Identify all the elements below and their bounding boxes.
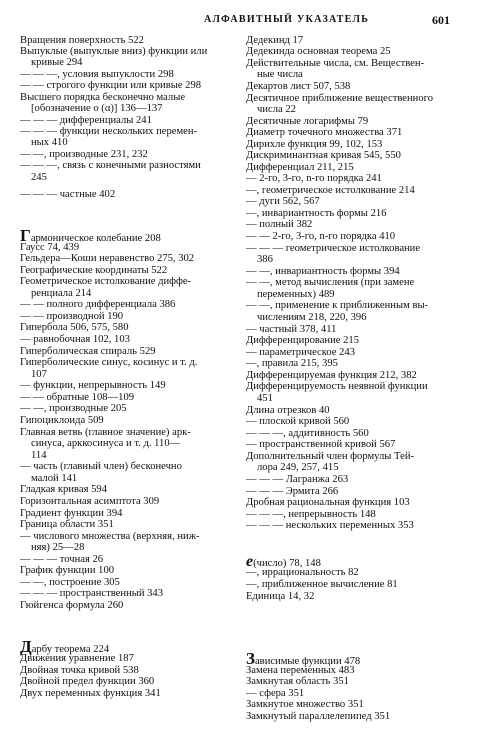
index-entry [20, 149, 148, 160]
index-entry [246, 347, 355, 358]
index-entry-text: —, иррациональность 82 [246, 567, 359, 578]
index-entry [246, 358, 338, 369]
index-entry-text: — — — частные 402 [20, 189, 116, 200]
index-entry-text: Двойная точка кривой 538 [20, 665, 139, 676]
index-entry [246, 509, 376, 520]
index-entry [246, 567, 359, 578]
index-entry-text: 114 [31, 450, 47, 461]
index-entry-text: — — —, условия выпуклости 298 [20, 69, 174, 80]
index-entry-text: — параметрическое 243 [246, 347, 356, 358]
index-entry-text: Дискриминантная кривая 545, 550 [246, 150, 401, 161]
index-entry-text: Замкнутая область 351 [246, 676, 349, 687]
index-entry-text: —, геометрическое истолкование 214 [246, 185, 415, 196]
index-entry-text: Гаусс 74, 439 [20, 242, 80, 253]
index-entry-text: Длина отрезков 40 [246, 405, 330, 416]
index-entry [20, 189, 115, 200]
index-entry [20, 80, 201, 91]
index-entry [246, 35, 303, 46]
index-entry-text: —, приближенное вычисление 81 [246, 579, 398, 590]
index-entry-text: Гипоциклоида 509 [20, 415, 104, 426]
index-entry [20, 600, 123, 611]
index-entry [20, 46, 207, 57]
index-entry [20, 265, 167, 276]
index-entry-text: — полный 382 [246, 219, 313, 230]
index-entry [31, 172, 47, 183]
index-entry [20, 160, 201, 171]
index-entry [246, 93, 433, 104]
index-entry-text: Действительные числа, см. Веществен- [246, 58, 425, 69]
index-entry-text: — — — геометрическое истолкование [246, 243, 421, 254]
index-entry [31, 438, 180, 449]
index-entry [246, 520, 414, 531]
index-entry [31, 137, 68, 148]
index-entry [20, 380, 166, 391]
index-entry-text: Дифференцируемость неявной функции [246, 381, 428, 392]
index-entry [246, 579, 398, 590]
index-entry-text: переменных) 489 [257, 289, 335, 300]
index-entry [246, 688, 304, 699]
index-entry [246, 486, 338, 497]
index-entry [20, 565, 114, 576]
index-entry [246, 416, 349, 427]
index-entry-text: 386 [257, 254, 273, 265]
index-entry [31, 288, 91, 299]
index-entry [31, 103, 162, 114]
index-entry-text: лора 249, 257, 415 [257, 462, 339, 473]
index-entry [20, 276, 191, 287]
index-entry-text: ренциала 214 [31, 288, 92, 299]
index-entry [20, 554, 103, 565]
index-entry-text: Гладкая кривая 594 [20, 484, 108, 495]
index-entry-text: Гиперболические синус, косинус и т. д. [20, 357, 198, 368]
index-entry-text: — плоской кривой 560 [246, 416, 350, 427]
index-entry-text: — дуги 562, 567 [246, 196, 320, 207]
index-entry-text: синуса, арккосинуса и т. д. 110— [31, 438, 181, 449]
index-entry [20, 688, 161, 699]
index-entry-text: Дирихле функция 99, 102, 153 [246, 139, 383, 150]
index-entry [246, 699, 364, 710]
index-entry [246, 277, 414, 288]
index-entry [257, 289, 335, 300]
index-entry-text: числа 22 [257, 104, 296, 115]
index-entry-text: числениям 218, 220, 396 [257, 312, 367, 323]
index-entry-text: Географические координаты 522 [20, 265, 168, 276]
running-head-title: АЛФАВИТНЫЙ УКАЗАТЕЛЬ [204, 14, 370, 25]
index-entry-text: —, инвариантность формы 216 [246, 208, 387, 219]
index-entry [246, 428, 369, 439]
index-entry-text: — —, производные 205 [20, 403, 127, 414]
index-entry-text: — — — Лагранжа 263 [246, 474, 349, 485]
index-entry-text: малой 141 [31, 473, 78, 484]
index-entry-text: Вращения поверхность 522 [20, 35, 144, 46]
index-entry [20, 415, 104, 426]
index-entry [20, 311, 123, 322]
index-entry [246, 451, 414, 462]
index-entry [257, 69, 303, 80]
index-entry-text: 451 [257, 393, 273, 404]
index-entry [246, 46, 391, 57]
index-entry [246, 127, 402, 138]
index-entry-text: — — — пространственный 343 [20, 588, 164, 599]
index-entry-text: Декартов лист 507, 538 [246, 81, 351, 92]
index-entry-text: — пространственной кривой 567 [246, 439, 396, 450]
section-initial-letter: e [246, 553, 254, 570]
index-entry-text: — сфера 351 [246, 688, 305, 699]
index-entry [20, 334, 130, 345]
index-entry [257, 462, 339, 473]
index-entry-text: — — — функции нескольких перемен- [20, 126, 198, 137]
index-entry [20, 357, 197, 368]
index-entry [20, 35, 144, 46]
index-entry [31, 57, 82, 68]
index-entry [20, 484, 107, 495]
index-entry-text: кривые 294 [31, 57, 83, 68]
index-entry [246, 162, 354, 173]
index-entry [257, 312, 367, 323]
index-entry-text: — частный 378, 411 [246, 324, 337, 335]
index-entry-text: Дифференциал 211, 215 [246, 162, 354, 173]
index-entry [246, 208, 386, 219]
index-entry-text: — — полного дифференциала 386 [20, 299, 176, 310]
index-entry-text: Геометрическое истолкование диффе- [20, 276, 192, 287]
index-entry [20, 299, 175, 310]
index-entry [246, 405, 330, 416]
index-entry-text: Дифференцирование 215 [246, 335, 360, 346]
index-entry-text: — равнобочная 102, 103 [20, 334, 130, 345]
index-entry-text: Горизонтальная асимптота 309 [20, 496, 160, 507]
index-entry-text: — функции, непрерывность 149 [20, 380, 166, 391]
section-initial-letter: З [246, 649, 255, 668]
index-entry [31, 542, 84, 553]
index-entry-text: — —, инвариантность формы 394 [246, 266, 400, 277]
index-entry [20, 346, 156, 357]
index-entry [246, 81, 350, 92]
index-entry-text: ных 410 [31, 137, 68, 148]
index-entry [246, 231, 395, 242]
index-entry [246, 676, 349, 687]
index-entry [246, 58, 424, 69]
index-entry [246, 474, 348, 485]
index-entry [257, 393, 273, 404]
index-entry-text: Десятичное приближение вещественного [246, 93, 434, 104]
index-entry-text: — часть (главный член) бесконечно [20, 461, 182, 472]
index-entry-text: Градиент функции 394 [20, 508, 123, 519]
index-entry-text: — — —, связь с конечными разностями [20, 160, 201, 171]
index-entry-text: Дополнительный член формулы Тей- [246, 451, 415, 462]
index-entry-text: Граница области 351 [20, 519, 114, 530]
index-entry [20, 115, 152, 126]
index-entry-text: (число) 78, 148 [253, 558, 321, 569]
index-entry [257, 104, 296, 115]
index-entry [20, 427, 191, 438]
index-entry-text: Дифференцируемая функция 212, 382 [246, 370, 417, 381]
index-entry-text: Дедекинд 17 [246, 35, 304, 46]
index-entry [246, 370, 417, 381]
index-entry-text: Замкнутое множество 351 [246, 699, 364, 710]
index-entry-text: [обозначение o (α)] 136—137 [31, 103, 163, 114]
index-entry-text: — числового множества (верхняя, ниж- [20, 531, 200, 542]
index-entry [20, 242, 79, 253]
index-entry-text: Гельдера—Коши неравенство 275, 302 [20, 253, 195, 264]
index-entry-text: — —, метод вычисления (при замене [246, 277, 415, 288]
index-entry [246, 266, 400, 277]
index-entry-text: Замена переменных 483 [246, 665, 355, 676]
index-entry [20, 577, 120, 588]
index-entry-text: Гюйгенса формула 260 [20, 600, 124, 611]
index-entry-text: Десятичные логарифмы 79 [246, 116, 369, 127]
index-entry-text: Двух переменных функция 341 [20, 688, 161, 699]
index-entry-text: — — строгого функции или кривые 298 [20, 80, 202, 91]
index-entry-text: 245 [31, 172, 47, 183]
index-entry-text: — 2-го, 3-го, n-го порядка 241 [246, 173, 382, 184]
index-entry [20, 92, 185, 103]
index-entry-text: — — — дифференциалы 241 [20, 115, 152, 126]
index-entry-text: — — —, аддитивность 560 [246, 428, 369, 439]
index-entry-text: ависимые функции 478 [254, 656, 361, 667]
index-entry-text: Выпуклые (выпуклые вниз) функции или [20, 46, 208, 57]
index-entry-text: — — — Эрмита 266 [246, 486, 339, 497]
index-entry-text: — — —, непрерывность 148 [246, 509, 376, 520]
index-entry [20, 676, 154, 687]
index-entry-text: ные числа [257, 69, 303, 80]
index-entry-text: 107 [31, 369, 47, 380]
index-entry [246, 300, 428, 311]
index-entry-text: — —, построение 305 [20, 577, 120, 588]
index-entry-text: —, правила 215, 395 [246, 358, 338, 369]
index-entry [20, 531, 200, 542]
index-entry [31, 450, 47, 461]
index-entry-text: Главная ветвь (главное значение) арк- [20, 427, 191, 438]
index-entry [31, 369, 47, 380]
index-entry-text: Гиперболическая спираль 529 [20, 346, 156, 357]
index-entry-text: Движения уравнение 187 [20, 653, 134, 664]
index-entry [246, 335, 359, 346]
section-initial-letter: Г [20, 226, 31, 245]
index-entry [246, 185, 415, 196]
index-entry-text: Диаметр точечного множества 371 [246, 127, 403, 138]
index-entry [20, 253, 194, 264]
section-initial-letter: Д [20, 637, 32, 656]
index-entry [246, 173, 382, 184]
index-entry-text: Дробная рациональная функция 103 [246, 497, 410, 508]
index-entry [20, 69, 174, 80]
index-entry [20, 496, 159, 507]
index-entry-text: — — 2-го, 3-го, n-го порядка 410 [246, 231, 396, 242]
index-entry [20, 653, 134, 664]
index-entry [20, 461, 182, 472]
index-entry-text: График функции 100 [20, 565, 115, 576]
index-entry [20, 322, 129, 333]
index-entry-text: Замкнутый параллелепипед 351 [246, 711, 391, 722]
index-entry [31, 473, 77, 484]
index-entry-text: Двойной предел функции 360 [20, 676, 155, 687]
index-entry-text: Единица 14, 32 [246, 591, 315, 602]
page-number: 601 [432, 13, 450, 27]
index-entry-text: Дедекинда основная теорема 25 [246, 46, 391, 57]
index-entry [246, 196, 320, 207]
index-entry [20, 392, 134, 403]
index-entry [246, 243, 420, 254]
index-entry [246, 219, 312, 230]
index-entry [246, 324, 336, 335]
index-entry [20, 519, 114, 530]
index-entry [246, 381, 428, 392]
index-entry [20, 588, 163, 599]
index-entry-text: няя) 25—28 [31, 542, 85, 553]
index-entry [246, 497, 410, 508]
index-entry [20, 665, 139, 676]
index-entry [20, 508, 122, 519]
index-entry-text: — — обратные 108—109 [20, 392, 135, 403]
index-entry-text: арбу теорема 224 [31, 644, 110, 655]
index-entry-text: — — производной 190 [20, 311, 124, 322]
index-entry [20, 403, 127, 414]
index-entry-text: — —, производные 231, 232 [20, 149, 148, 160]
index-entry [246, 591, 314, 602]
index-entry [246, 139, 382, 150]
index-entry-text: — —, применение к приближенным вы- [246, 300, 429, 311]
index-entry [246, 665, 355, 676]
index-entry-text: — — — точная 26 [20, 554, 104, 565]
index-entry-text: Гипербола 506, 575, 580 [20, 322, 129, 333]
page-header [0, 13, 487, 29]
index-entry [246, 711, 390, 722]
index-entry-text: — — — нескольких переменных 353 [246, 520, 414, 531]
index-entry [246, 439, 395, 450]
index-entry [246, 116, 368, 127]
index-entry-text: Высшего порядка бесконечно малые [20, 92, 186, 103]
index-entry [20, 126, 197, 137]
index-entry-text: армоническое колебание 208 [30, 233, 161, 244]
index-entry [257, 254, 273, 265]
index-entry [246, 150, 401, 161]
